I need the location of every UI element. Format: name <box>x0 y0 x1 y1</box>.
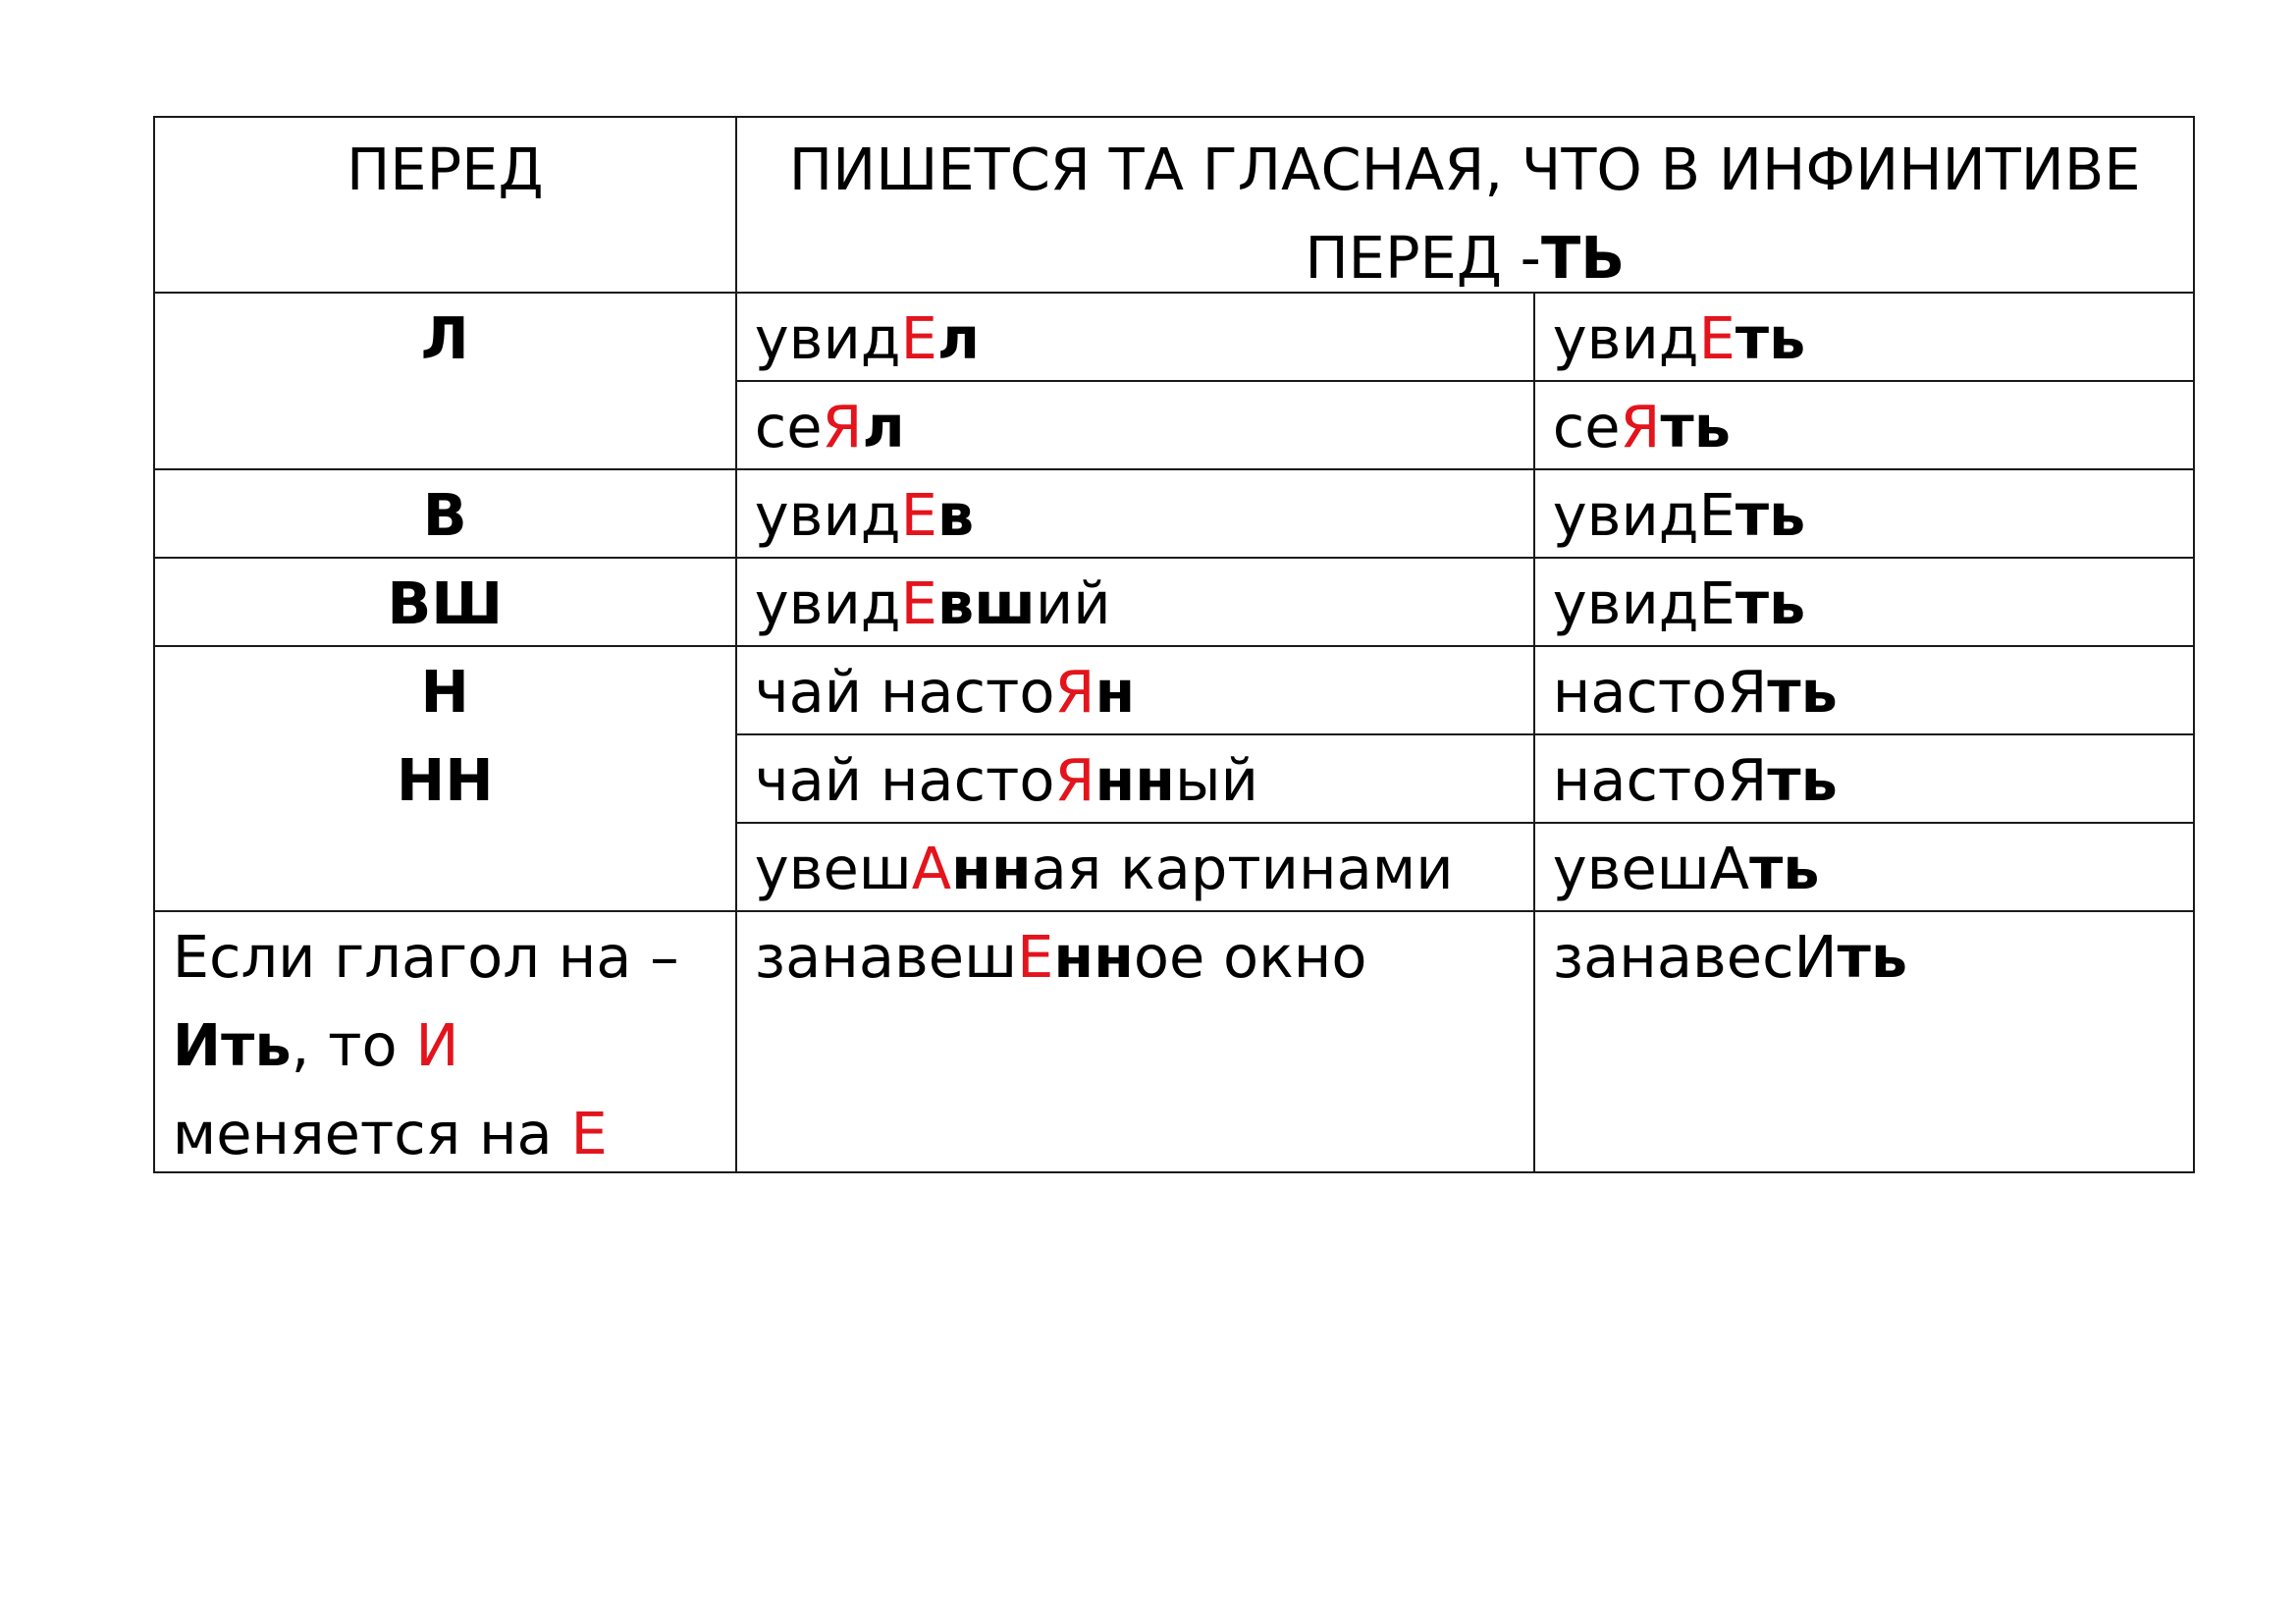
word-segment: н <box>1095 657 1136 726</box>
word-segment: занавесИ <box>1552 922 1838 991</box>
word-segment: ть <box>1735 568 1806 637</box>
word-segment: Я <box>822 392 863 460</box>
group-label-vsh: ВШ <box>387 568 504 637</box>
participle-form-cell <box>735 557 1535 647</box>
word-segment: занавеш <box>754 922 1018 991</box>
rule-line3 <box>173 1090 735 1178</box>
participle-form-cell <box>735 380 1535 470</box>
group-cell-l <box>153 292 737 470</box>
rule-line3-text: меняется на <box>172 1099 571 1167</box>
word-segment: ый <box>1175 745 1258 814</box>
group-label-v: В <box>422 480 467 549</box>
rule-letter-e: Е <box>570 1099 608 1167</box>
header-rule-line2-prefix: ПЕРЕД - <box>1305 223 1541 292</box>
word-segment: ть <box>1735 480 1806 549</box>
spelling-rule-table <box>154 117 2196 1174</box>
group-label-n: Н <box>420 657 469 726</box>
infinitive-cell <box>1533 645 2195 735</box>
word-segment: увеш <box>754 834 912 902</box>
group-cell-v <box>153 468 737 559</box>
word-segment: А <box>911 834 952 902</box>
infinitive-cell <box>1533 557 2195 647</box>
word-segment: увидЕ <box>1552 568 1735 637</box>
rule-line1: Если глагол на – <box>172 922 679 991</box>
participle-form-cell <box>735 645 1535 735</box>
word-segment: се <box>1552 392 1621 460</box>
word-segment: ть <box>1735 303 1806 372</box>
group-label-nn: НН <box>396 745 494 814</box>
header-rule-cell <box>735 116 2195 294</box>
rule-cell <box>153 910 737 1173</box>
participle-form-cell <box>735 733 1535 824</box>
rule-line2 <box>173 1001 735 1090</box>
word-segment: Е <box>1017 922 1054 991</box>
word-segment: Я <box>1054 657 1095 726</box>
word-segment: Е <box>900 480 937 549</box>
word-segment: Я <box>1054 745 1095 814</box>
word-segment: Я <box>1620 392 1661 460</box>
word-segment: настоЯ <box>1552 657 1768 726</box>
infinitive-cell <box>1533 822 2195 912</box>
word-segment: ть <box>1749 834 1820 902</box>
word-segment: Е <box>900 303 937 372</box>
group-cell-vsh <box>153 557 737 647</box>
word-segment: настоЯ <box>1552 745 1768 814</box>
header-rule-line2-suffix: ТЬ <box>1540 223 1626 292</box>
word-segment: ое окно <box>1133 922 1367 991</box>
word-segment: ая картинами <box>1031 834 1454 902</box>
word-segment: увешА <box>1552 834 1750 902</box>
rule-suffix-it: Ить <box>172 1010 292 1079</box>
word-segment: нн <box>1053 922 1134 991</box>
participle-form-cell <box>735 468 1535 559</box>
word-segment: ть <box>1660 392 1732 460</box>
word-segment: чай насто <box>754 745 1055 814</box>
rule-line2-mid: , то <box>291 1010 416 1079</box>
header-before-label: ПЕРЕД <box>346 135 544 203</box>
word-segment: Е <box>900 568 937 637</box>
word-segment: чай насто <box>754 657 1055 726</box>
infinitive-cell <box>1533 292 2195 382</box>
word-segment: увид <box>1552 303 1699 372</box>
participle-form-cell <box>735 910 1535 1173</box>
rule-letter-i: И <box>415 1010 459 1079</box>
word-segment: нн <box>1095 745 1176 814</box>
infinitive-cell <box>1533 910 2195 1173</box>
word-segment: се <box>754 392 823 460</box>
group-cell-n-nn <box>153 645 737 912</box>
word-segment: ть <box>1837 922 1908 991</box>
word-segment: увид <box>754 568 901 637</box>
infinitive-cell <box>1533 468 2195 559</box>
word-segment: ий <box>1035 568 1111 637</box>
word-segment: Е <box>1698 303 1735 372</box>
word-segment: в <box>936 480 975 549</box>
word-segment: вш <box>936 568 1036 637</box>
infinitive-cell <box>1533 380 2195 470</box>
group-label-l: Л <box>420 303 469 372</box>
infinitive-cell <box>1533 733 2195 824</box>
header-rule-line2 <box>737 214 2193 302</box>
word-segment: увидЕ <box>1552 480 1735 549</box>
header-rule-line1: ПИШЕТСЯ ТА ГЛАСНАЯ, ЧТО В ИНФИНИТИВЕ <box>788 135 2141 203</box>
word-segment: увид <box>754 480 901 549</box>
word-segment: ть <box>1767 657 1838 726</box>
word-segment: нн <box>951 834 1032 902</box>
word-segment: л <box>936 303 981 372</box>
participle-form-cell <box>735 822 1535 912</box>
participle-form-cell <box>735 292 1535 382</box>
word-segment: увид <box>754 303 901 372</box>
word-segment: ть <box>1767 745 1838 814</box>
header-before-cell <box>153 116 737 294</box>
word-segment: л <box>862 392 905 460</box>
